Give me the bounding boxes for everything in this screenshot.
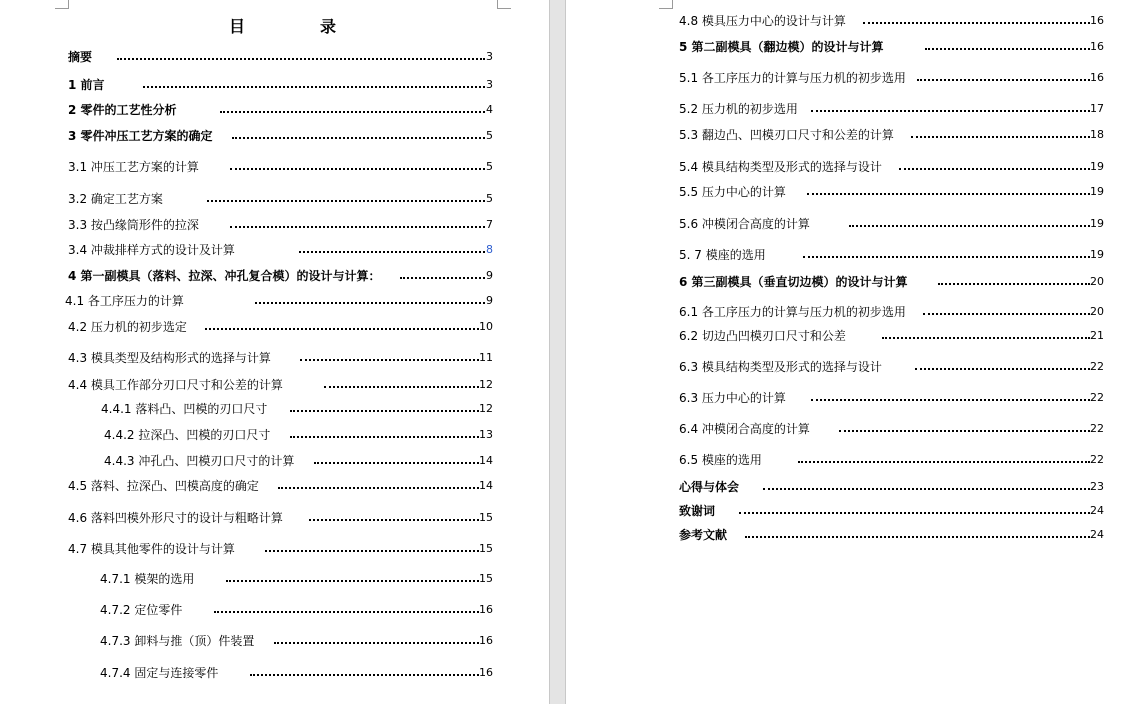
- toc-page-number: 22: [1090, 360, 1104, 373]
- toc-page-number: 16: [1090, 40, 1104, 53]
- toc-page-number: 8: [486, 243, 493, 256]
- toc-page-number: 5: [486, 192, 493, 205]
- dot-leader: [278, 487, 479, 489]
- dot-leader: [230, 226, 485, 228]
- toc-entry[interactable]: [679, 127, 1104, 143]
- toc-entry[interactable]: [100, 633, 493, 649]
- page-gutter: [549, 0, 566, 704]
- toc-entry-label: 5.2 压力机的初步选用: [679, 102, 798, 116]
- toc-entry[interactable]: [679, 421, 1104, 437]
- margin-corner-mark: [497, 0, 511, 9]
- toc-page-number: 17: [1090, 102, 1104, 115]
- dot-leader: [915, 368, 1090, 370]
- dot-leader: [849, 225, 1090, 227]
- toc-page-number: 19: [1090, 185, 1104, 198]
- toc-page-number: 16: [479, 603, 493, 616]
- dot-leader: [899, 168, 1090, 170]
- dot-leader: [925, 48, 1090, 50]
- dot-leader: [232, 137, 485, 139]
- toc-entry-label: 5.1 各工序压力的计算与压力机的初步选用: [679, 71, 906, 85]
- toc-entry[interactable]: [68, 377, 493, 393]
- dot-leader: [798, 461, 1090, 463]
- dot-leader: [763, 488, 1090, 490]
- toc-entry[interactable]: [679, 328, 1104, 344]
- toc-entry-label: 4.7.1 模架的选用: [100, 572, 195, 586]
- toc-page-number: 16: [1090, 71, 1104, 84]
- toc-entry-label: 6 第三副模具（垂直切边模）的设计与计算: [679, 275, 908, 289]
- toc-entry[interactable]: [679, 184, 1104, 200]
- toc-entry-label: 5 第二副模具（翻边模）的设计与计算: [679, 40, 884, 54]
- toc-entry-label: 心得与体会: [679, 480, 740, 494]
- toc-entry[interactable]: [679, 304, 1104, 320]
- toc-entry[interactable]: [68, 191, 493, 207]
- toc-page-number: 3: [486, 50, 493, 63]
- dot-leader: [274, 642, 479, 644]
- toc-entry-label: 4.4 模具工作部分刃口尺寸和公差的计算: [68, 378, 283, 392]
- dot-leader: [250, 674, 479, 676]
- toc-entry[interactable]: [679, 479, 1104, 495]
- dot-leader: [117, 58, 485, 60]
- dot-leader: [290, 436, 479, 438]
- toc-page-number: 24: [1090, 528, 1104, 541]
- toc-page-number: 18: [1090, 128, 1104, 141]
- toc-page-number: 12: [479, 378, 493, 391]
- toc-entry-label: 4.7.2 定位零件: [100, 603, 183, 617]
- toc-entry-label: 4.6 落料凹模外形尺寸的设计与粗略计算: [68, 511, 283, 525]
- dot-leader: [745, 536, 1090, 538]
- toc-entry-label: 3 零件冲压工艺方案的确定: [68, 129, 213, 143]
- document-page-left: [0, 0, 549, 704]
- toc-entry-label: 摘要: [68, 50, 93, 64]
- dot-leader: [911, 136, 1090, 138]
- toc-page-number: 22: [1090, 453, 1104, 466]
- toc-entry-label: 6.2 切边凸凹模刃口尺寸和公差: [679, 329, 846, 343]
- toc-entry-label: 4.2 压力机的初步选定: [68, 320, 187, 334]
- toc-entry[interactable]: [679, 247, 1104, 263]
- toc-entry-label: 4.7 模具其他零件的设计与计算: [68, 542, 235, 556]
- toc-page-number: 13: [479, 428, 493, 441]
- dot-leader: [265, 550, 479, 552]
- toc-page-number: 24: [1090, 504, 1104, 517]
- toc-title-char-1: 目: [229, 17, 246, 36]
- toc-entry-label: 5.6 冲模闭合高度的计算: [679, 217, 810, 231]
- toc-entry-label: 4.4.3 冲孔凸、凹模刃口尺寸的计算: [104, 454, 295, 468]
- dot-leader: [739, 512, 1090, 514]
- toc-entry-label: 5. 7 模座的选用: [679, 248, 766, 262]
- toc-entry-label: 4.3 模具类型及结构形式的选择与计算: [68, 351, 271, 365]
- dot-leader: [220, 111, 485, 113]
- toc-entry-label: 致谢词: [679, 504, 716, 518]
- dot-leader: [314, 462, 479, 464]
- toc-page-number: 19: [1090, 248, 1104, 261]
- toc-entry-label: 6.3 压力中心的计算: [679, 391, 786, 405]
- toc-entry[interactable]: [68, 128, 493, 144]
- toc-entry[interactable]: [679, 13, 1104, 29]
- toc-page-number: 3: [486, 78, 493, 91]
- toc-entry-label: 4.7.4 固定与连接零件: [100, 666, 219, 680]
- toc-page-number: 10: [479, 320, 493, 333]
- margin-corner-mark: [55, 0, 69, 9]
- toc-entry-label: 3.2 确定工艺方案: [68, 192, 163, 206]
- toc-entry-label: 6.4 冲模闭合高度的计算: [679, 422, 810, 436]
- toc-entry[interactable]: [68, 319, 493, 335]
- dot-leader: [807, 193, 1090, 195]
- dot-leader: [811, 110, 1090, 112]
- toc-page-number: 20: [1090, 305, 1104, 318]
- toc-page-number: 22: [1090, 422, 1104, 435]
- dot-leader: [923, 313, 1090, 315]
- toc-entry[interactable]: [679, 452, 1104, 468]
- toc-entry-label: 5.3 翻边凸、凹模刃口尺寸和公差的计算: [679, 128, 894, 142]
- dot-leader: [863, 22, 1090, 24]
- toc-entry[interactable]: [68, 350, 493, 366]
- toc-entry[interactable]: [679, 216, 1104, 232]
- dot-leader: [917, 79, 1090, 81]
- toc-page-number: 16: [479, 634, 493, 647]
- dot-leader: [938, 283, 1090, 285]
- toc-entry[interactable]: [100, 571, 493, 587]
- toc-page-number: 5: [486, 129, 493, 142]
- toc-entry-label: 4.4.1 落料凸、凹模的刃口尺寸: [101, 402, 268, 416]
- dot-leader: [324, 386, 479, 388]
- dot-leader: [803, 256, 1090, 258]
- margin-corner-mark: [659, 0, 673, 9]
- toc-entry[interactable]: [679, 39, 1104, 55]
- toc-page-number: 12: [479, 402, 493, 415]
- toc-entry[interactable]: [104, 453, 493, 469]
- toc-entry[interactable]: [101, 401, 493, 417]
- toc-entry[interactable]: [68, 541, 493, 557]
- toc-entry-label: 5.4 模具结构类型及形式的选择与设计: [679, 160, 882, 174]
- toc-entry[interactable]: [679, 503, 1104, 519]
- dot-leader: [255, 302, 485, 304]
- toc-entry[interactable]: [679, 274, 1104, 290]
- toc-entry[interactable]: [100, 602, 493, 618]
- document-page-right: [566, 0, 1142, 704]
- dot-leader: [226, 580, 479, 582]
- toc-entry[interactable]: [68, 159, 493, 175]
- toc-page-number: 7: [486, 218, 493, 231]
- toc-entry[interactable]: [679, 527, 1104, 543]
- toc-entry-label: 6.5 模座的选用: [679, 453, 762, 467]
- toc-page-number: 23: [1090, 480, 1104, 493]
- toc-page-number: 20: [1090, 275, 1104, 288]
- toc-page-number: 22: [1090, 391, 1104, 404]
- toc-entry[interactable]: [68, 510, 493, 526]
- toc-page-number: 15: [479, 542, 493, 555]
- toc-entry-label: 4.7.3 卸料与推（顶）件装置: [100, 634, 255, 648]
- toc-entry[interactable]: [68, 102, 493, 118]
- dot-leader: [205, 328, 479, 330]
- toc-entry-label: 3.4 冲裁排样方式的设计及计算: [68, 243, 235, 257]
- toc-page-number: 19: [1090, 160, 1104, 173]
- toc-title-char-2: 录: [320, 17, 337, 36]
- dot-leader: [839, 430, 1090, 432]
- toc-entry[interactable]: [68, 242, 493, 258]
- dot-leader: [299, 251, 485, 253]
- toc-entry-label: 参考文献: [679, 528, 728, 542]
- toc-page-number: 4: [486, 103, 493, 116]
- toc-entry[interactable]: [68, 77, 493, 93]
- toc-entry-label: 5.5 压力中心的计算: [679, 185, 786, 199]
- dot-leader: [214, 611, 479, 613]
- toc-page-number: 9: [486, 294, 493, 307]
- toc-page-number: 5: [486, 160, 493, 173]
- toc-entry[interactable]: [68, 49, 493, 65]
- toc-page-number: 16: [1090, 14, 1104, 27]
- toc-entry-label: 4.5 落料、拉深凸、凹模高度的确定: [68, 479, 259, 493]
- toc-page-number: 15: [479, 572, 493, 585]
- toc-entry-label: 4.1 各工序压力的计算: [65, 294, 184, 308]
- dot-leader: [207, 200, 485, 202]
- toc-entry-label: 1 前言: [68, 78, 105, 92]
- dot-leader: [290, 410, 479, 412]
- toc-page-number: 21: [1090, 329, 1104, 342]
- toc-entry-label: 6.1 各工序压力的计算与压力机的初步选用: [679, 305, 906, 319]
- toc-page-number: 9: [486, 269, 493, 282]
- toc-entry-label: 3.1 冲压工艺方案的计算: [68, 160, 199, 174]
- dot-leader: [882, 337, 1090, 339]
- toc-entry-label: 4.8 模具压力中心的设计与计算: [679, 14, 846, 28]
- toc-entry[interactable]: [679, 390, 1104, 406]
- toc-entry-label: 4 第一副模具（落料、拉深、冲孔复合模）的设计与计算：: [68, 269, 381, 283]
- toc-entry[interactable]: [100, 665, 493, 681]
- toc-entry[interactable]: [679, 101, 1104, 117]
- toc-entry-label: 2 零件的工艺性分析: [68, 103, 177, 117]
- toc-entry[interactable]: [68, 217, 493, 233]
- toc-entry[interactable]: [65, 293, 493, 309]
- toc-page-number: 14: [479, 454, 493, 467]
- toc-page-number: 14: [479, 479, 493, 492]
- toc-page-number: 16: [479, 666, 493, 679]
- toc-entry[interactable]: [68, 478, 493, 494]
- dot-leader: [230, 168, 485, 170]
- toc-entry-label: 3.3 按凸缘筒形件的拉深: [68, 218, 199, 232]
- toc-entry[interactable]: [679, 159, 1104, 175]
- toc-entry-label: 4.4.2 拉深凸、凹模的刃口尺寸: [104, 428, 271, 442]
- toc-entry[interactable]: [679, 359, 1104, 375]
- toc-entry[interactable]: [104, 427, 493, 443]
- toc-page-number: 11: [479, 351, 493, 364]
- toc-entry-label: 6.3 模具结构类型及形式的选择与设计: [679, 360, 882, 374]
- dot-leader: [143, 86, 485, 88]
- toc-page-number: 19: [1090, 217, 1104, 230]
- toc-page-number: 15: [479, 511, 493, 524]
- dot-leader: [811, 399, 1090, 401]
- dot-leader: [300, 359, 479, 361]
- dot-leader: [309, 519, 479, 521]
- toc-entry[interactable]: [679, 70, 1104, 86]
- toc-entry[interactable]: [68, 268, 493, 284]
